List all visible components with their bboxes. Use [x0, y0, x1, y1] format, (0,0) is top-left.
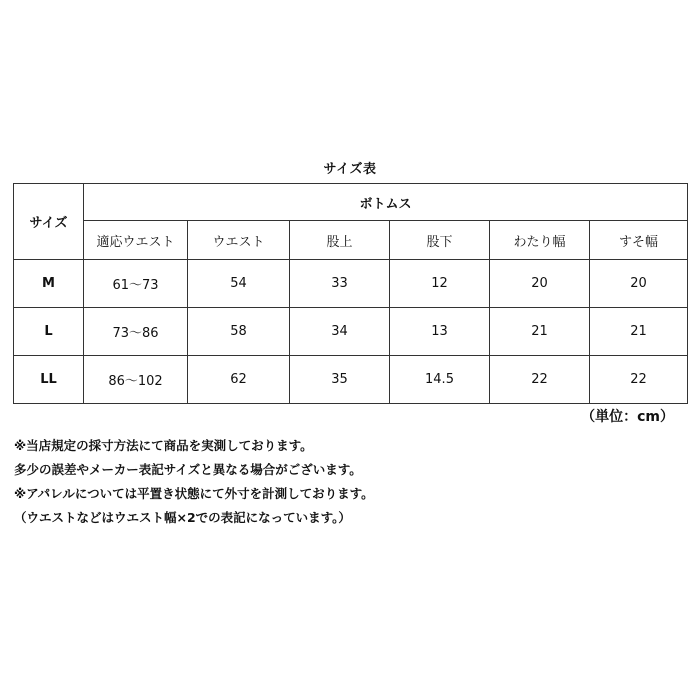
size-table	[13, 183, 688, 404]
bottoms-group-header: ボトムス	[84, 184, 688, 221]
table-cell: 61～73	[84, 260, 188, 308]
table-cell: 54	[188, 260, 290, 308]
table-cell: 33	[290, 260, 390, 308]
column-header-hem-width: すそ幅	[590, 221, 688, 260]
note-line: ※当店規定の採寸方法にて商品を実測しております。	[14, 438, 313, 453]
unit-label: （単位：cm）	[581, 409, 674, 425]
note-line: 多少の誤差やメーカー表記サイズと異なる場合がございます。	[14, 462, 362, 477]
table-row	[14, 260, 688, 308]
table-cell: 58	[188, 308, 290, 356]
size-column-header: サイズ	[14, 184, 84, 260]
table-cell: 62	[188, 356, 290, 404]
table-cell: 35	[290, 356, 390, 404]
page-title: サイズ表	[323, 162, 377, 177]
table-cell: 21	[490, 308, 590, 356]
table-cell: 21	[590, 308, 688, 356]
notes	[14, 434, 374, 530]
table-row	[14, 308, 688, 356]
table-cell: 22	[590, 356, 688, 404]
table-subheader-row	[14, 221, 688, 260]
table-cell: 34	[290, 308, 390, 356]
table-cell: 86～102	[84, 356, 188, 404]
note-line: （ウエストなどはウエスト幅×2での表記になっています。）	[14, 510, 351, 525]
size-label: M	[14, 260, 84, 308]
size-label: LL	[14, 356, 84, 404]
table-row	[14, 356, 688, 404]
table-cell: 12	[390, 260, 490, 308]
table-header-row	[14, 184, 688, 221]
column-header-rise: 股上	[290, 221, 390, 260]
table-cell: 20	[590, 260, 688, 308]
table-cell: 73～86	[84, 308, 188, 356]
size-label: L	[14, 308, 84, 356]
table-cell: 14.5	[390, 356, 490, 404]
column-header-waist: ウエスト	[188, 221, 290, 260]
column-header-thigh-width: わたり幅	[490, 221, 590, 260]
table-cell: 13	[390, 308, 490, 356]
table-cell: 22	[490, 356, 590, 404]
column-header-inseam: 股下	[390, 221, 490, 260]
table-cell: 20	[490, 260, 590, 308]
note-line: ※アパレルについては平置き状態にて外寸を計測しております。	[14, 486, 374, 501]
column-header-fit-waist: 適応ウエスト	[84, 221, 188, 260]
